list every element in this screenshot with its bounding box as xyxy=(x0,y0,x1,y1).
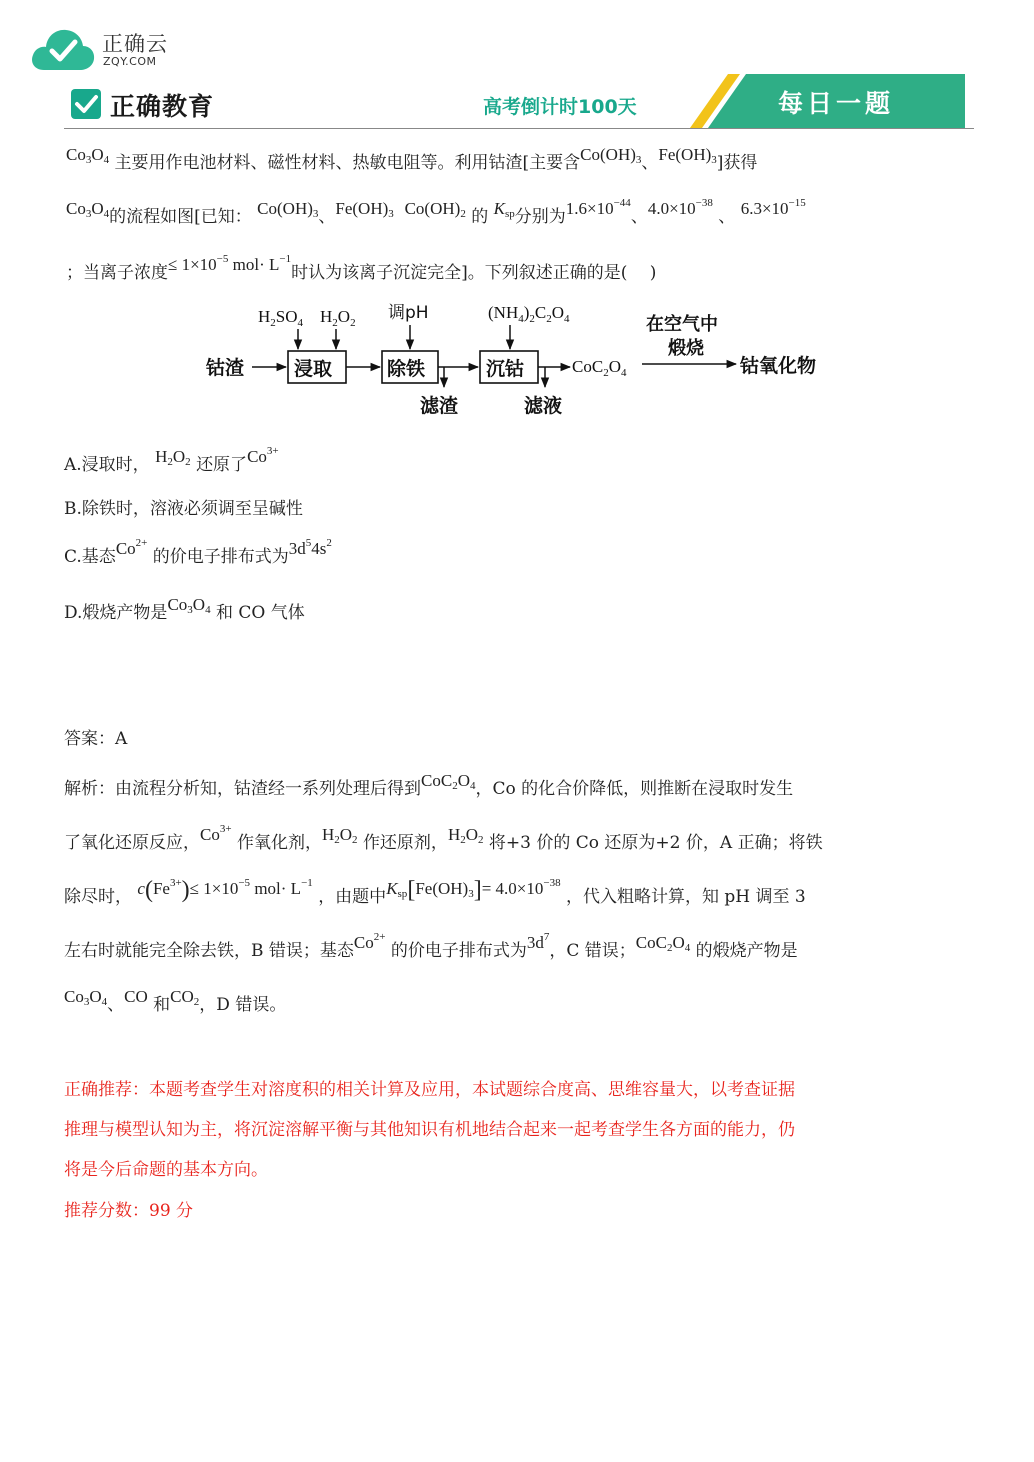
countdown-text: 高考倒计时100天 xyxy=(483,96,637,118)
formula-co3o4: Co3O4 xyxy=(64,987,108,1008)
option-a[interactable]: A.浸取时， H2O2 还原了$Co^{3+}$ xyxy=(64,445,279,475)
formula-h2o2: H2O2 xyxy=(155,447,191,468)
flow-start-label: 钴渣 xyxy=(206,357,245,379)
waste-filtrate: 滤液 xyxy=(524,395,563,417)
formula-co3o4: Co3O4 xyxy=(66,145,110,166)
logo-chinese-name: 正确云 xyxy=(102,32,168,56)
formula-co3o4: Co3O4 xyxy=(66,199,110,220)
ion-co2plus: $Co^{2+}$ xyxy=(353,931,386,952)
ion-co3plus: $Co^{3+}$ xyxy=(200,823,232,844)
formula-fe-oh-3: Fe(OH)3 xyxy=(335,199,394,220)
ksp-value-2: $4.0\times 10^{-38}$ xyxy=(647,197,713,218)
formula-co-oh-3: Co(OH)3 xyxy=(580,145,642,166)
answer-label: 答案：A xyxy=(64,729,128,749)
analysis-line-5: Co3O4、CO 和CO2，D 错误。 xyxy=(64,987,287,1015)
condition-in-air: 在空气中 xyxy=(646,314,718,335)
formula-fe-oh-3: Fe(OH)3 xyxy=(658,145,717,166)
formula-co2: CO2 xyxy=(170,987,200,1008)
analysis-line-4: 左右时就能完全除去铁，B 错误；基态$Co^{2+}$ 的价电子排布式为$3d^7$，C 错误；CoC2O4 的煅烧产物是 xyxy=(64,931,798,961)
recommend-score: 推荐分数：99 分 xyxy=(64,1201,194,1221)
formula-coc2o4: CoC2O4 xyxy=(635,933,691,954)
recommend-line-2: 推理与模型认知为主，将沉淀溶解平衡与其他知识有机地结合起来一起考查学生各方面的能力，仍 xyxy=(64,1120,795,1140)
analysis-line-3: 除尽时， $c(Fe^{3+})\le 1\times 10^{-5}$ $mol\cdot L^{-1}$ ，由题中$Ksp[Fe(OH)3]= 4.0\times 10^{-38}$ ，代入粗略计算，知 pH 调至 3 xyxy=(64,877,806,907)
recommend-line-3: 将是今后命题的基本方向。 xyxy=(64,1160,268,1180)
config-3d5-4s2: $3d^54s^2$ xyxy=(288,537,332,558)
option-b[interactable]: B.除铁时，溶液必须调至呈碱性 xyxy=(64,499,303,519)
concentration-threshold: ≤ $1\times 10^{-5}$ $mol\cdot L^{-1}$ xyxy=(168,253,292,274)
logo-domain: ZQY.COM xyxy=(103,55,157,68)
reagent-ammonium-oxalate: $(NH_4)_2C_2O_4$ xyxy=(488,303,570,325)
ion-co3plus: $Co^{3+}$ xyxy=(247,445,279,466)
option-d[interactable]: D.煅烧产物是Co3O4 和 CO 气体 xyxy=(64,595,305,623)
flow-step-cobalt-precip: 沉钴 xyxy=(486,358,525,380)
site-logo xyxy=(30,24,190,78)
formula-h2o2: H2O2 xyxy=(321,825,358,846)
flow-step-leach: 浸取 xyxy=(294,358,333,380)
reagent-ph: 调pH xyxy=(388,303,429,323)
ksp-value-3: $6.3\times 10^{-15}$ xyxy=(740,197,806,218)
reagent-h2o2: $H_2O_2$ xyxy=(320,307,356,329)
ksp-value-1: $1.6\times 10^{-44}$ xyxy=(565,197,631,218)
question-line-1: Co3O4 主要用作电池材料、磁性材料、热敏电阻等。利用钴渣[主要含Co(OH)3、Fe(OH)3]获得 xyxy=(66,145,758,173)
formula-coc2o4: CoC2O4 xyxy=(421,771,476,792)
waste-residue: 滤渣 xyxy=(420,395,459,417)
analysis-line-1: 解析：由流程分析知，钴渣经一系列处理后得到CoC2O4，Co 的化合价降低，则推断在浸取时发生 xyxy=(64,771,794,799)
daily-question-banner: 每日一题 xyxy=(778,89,895,118)
formula-co: CO xyxy=(124,987,148,1006)
intermediate-coc2o4: $CoC_2O_4$ xyxy=(572,357,627,379)
formula-co-oh-3: Co(OH)3 xyxy=(257,199,319,220)
condition-calcination: 煅烧 xyxy=(668,338,704,359)
formula-co3o4: Co3O4 xyxy=(167,595,211,616)
cloud-check-logo-icon xyxy=(30,24,96,74)
flow-step-iron-removal: 除铁 xyxy=(387,358,426,380)
formula-co-oh-2: Co(OH)2 xyxy=(404,199,466,220)
header-divider xyxy=(64,128,974,129)
recommend-line-1: 正确推荐：本题考查学生对溶度积的相关计算及应用，本试题综合度高、思维容量大，以考查证据 xyxy=(64,1080,795,1100)
ion-co2plus: $Co^{2+}$ xyxy=(115,537,148,558)
ksp-symbol: Ksp xyxy=(493,199,515,220)
fe3plus-concentration: $c(Fe^{3+})\le 1\times 10^{-5}$ $mol\cdot L^{-1}$ xyxy=(137,877,313,903)
ksp-fe-oh-3-equation: $Ksp[Fe(OH)3]= 4.0\times 10^{-38}$ xyxy=(386,877,561,903)
formula-h2o2: H2O2 xyxy=(447,825,484,846)
reagent-h2so4: $H_2SO_4$ xyxy=(258,307,304,329)
process-flow-diagram xyxy=(190,292,840,422)
brand-name: 正确教育 xyxy=(110,92,215,121)
checkbox-icon xyxy=(70,88,102,120)
question-line-3: ；当离子浓度≤ $1\times 10^{-5}$ $mol\cdot L^{-1}$时认为该离子沉淀完全]。下列叙述正确的是( ) xyxy=(66,253,657,283)
option-c[interactable]: C.基态$Co^{2+}$ 的价电子排布式为$3d^54s^2$ xyxy=(64,537,332,567)
question-line-2: Co3O4的流程如图[已知： Co(OH)3、Fe(OH)3 Co(OH)2 的 Ksp分别为$1.6\times 10^{-44}$、$4.0\times 10^{-38}$ 、 $6.3\times 10^{-15}$ xyxy=(66,197,806,227)
analysis-line-2: 了氧化还原反应，$Co^{3+}$ 作氧化剂，H2O2 作还原剂，H2O2 将+3 价的 Co 还原为+2 价，A 正确；将铁 xyxy=(64,823,823,853)
config-3d7: $3d^7$ xyxy=(526,931,550,952)
flow-product: 钴氧化物 xyxy=(740,355,817,377)
